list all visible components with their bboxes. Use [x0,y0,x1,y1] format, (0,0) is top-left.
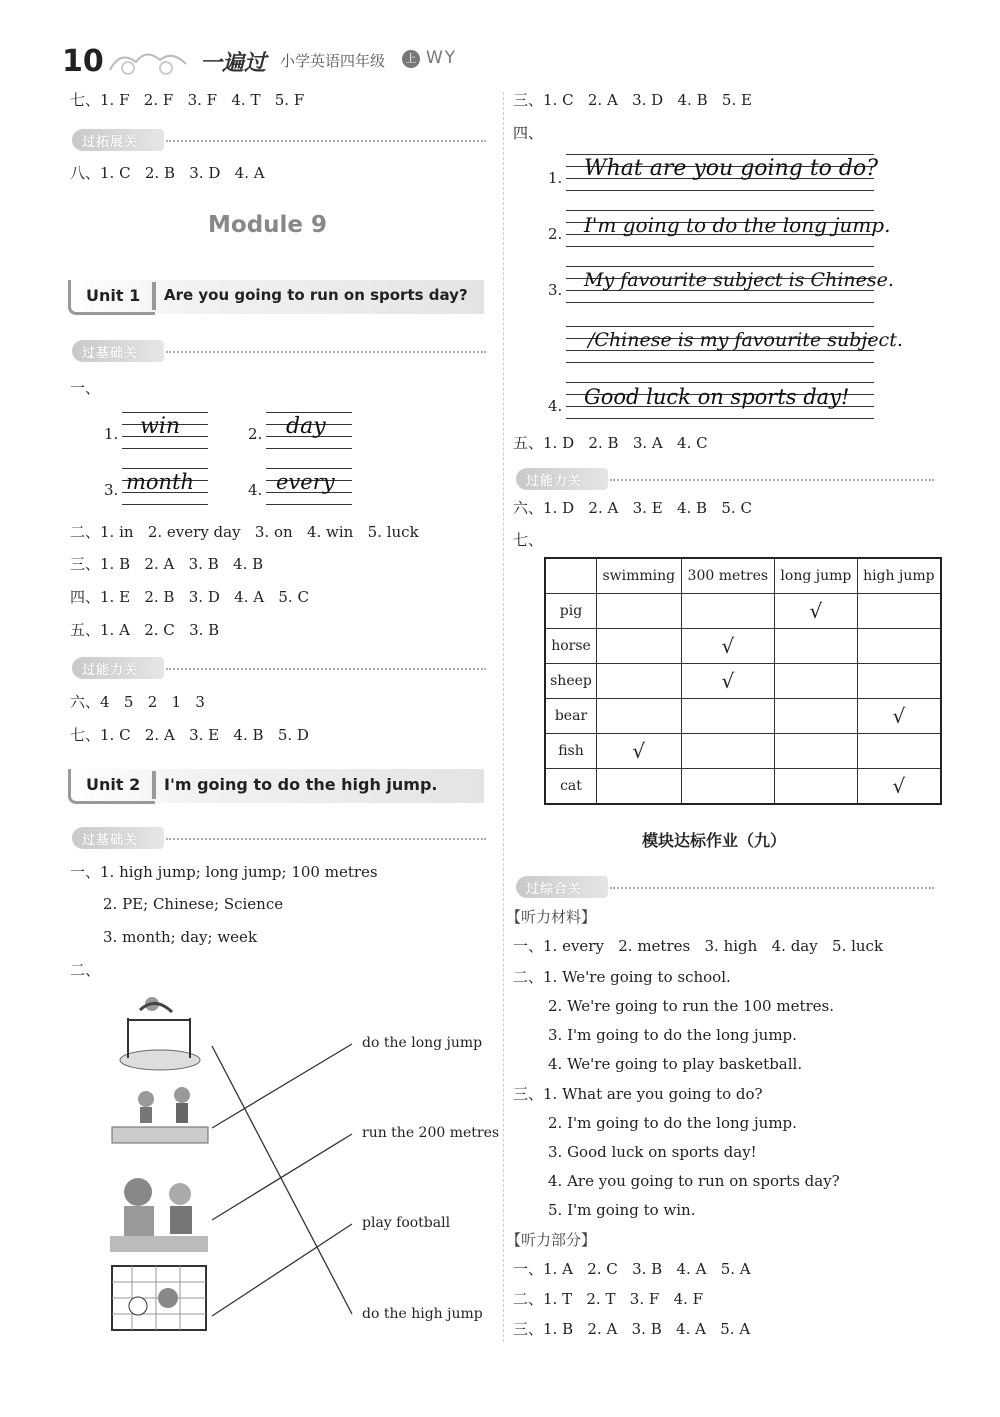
high-jump-illustration [110,988,210,1078]
answer-line: 3. Good luck on sports day! [548,1143,757,1161]
handwriting-line: /Chinese is my favourite subject. [548,324,874,368]
answer-line: 一、1. high jump; long jump; 100 metres [70,863,378,881]
table-row: sheep √ [545,664,941,699]
answer-line: 5. I'm going to win. [548,1201,696,1219]
handwriting-item: 3. month [104,466,214,510]
header-doodle [106,46,196,78]
unit-title: Are you going to run on sports day? [164,286,468,304]
edition: WY [426,48,458,68]
sports-table [544,557,942,805]
section-tag: 过综合关 [516,876,608,898]
handwriting-line: 2. I'm going to do the long jump. [548,208,874,252]
long-jump-illustration [108,1085,212,1151]
dotted-rule [610,479,934,481]
column-divider [503,92,504,1342]
grade-mark: 上 [402,50,420,68]
table-row: pig √ [545,594,941,629]
section-tag: 过基础关 [72,827,164,849]
matching-lines [210,1030,360,1330]
section-heading: 【听力材料】 [506,908,597,926]
handwriting-item: 4. every [248,466,358,510]
answer-line: 五、1. D 2. B 3. A 4. C [513,434,708,452]
unit-header [68,769,484,803]
answer-line: 三、1. B 2. A 3. B 4. B [70,555,264,573]
unit-label: Unit 2 [86,775,141,794]
table-header: long jump [775,558,858,594]
table-row: fish √ [545,734,941,769]
section-tag: 过基础关 [72,340,164,362]
answer-line: 六、1. D 2. A 3. E 4. B 5. C [513,499,752,517]
module-title: Module 9 [208,212,328,238]
section-number: 七、 [513,531,544,549]
answer-line: 二、1. We're going to school. [513,968,731,986]
answer-line: 八、1. C 2. B 3. D 4. A [70,164,265,182]
handwriting-line: 3. My favourite subject is Chinese. [548,264,874,308]
match-option: do the long jump [362,1035,483,1051]
section-heading: 【听力部分】 [506,1231,597,1249]
answer-line: 四、1. E 2. B 3. D 4. A 5. C [70,588,309,606]
answer-line: 五、1. A 2. C 3. B [70,621,220,639]
table-header-row [545,558,941,594]
dotted-rule [166,140,486,142]
answer-line: 三、1. C 2. A 3. D 4. B 5. E [513,91,752,109]
handwriting-item: 2. day [248,410,358,454]
dotted-rule [610,887,934,889]
section-number: 二、 [70,961,101,979]
section-tag: 过拓展关 [72,129,164,151]
dotted-rule [166,838,486,840]
table-row: horse √ [545,629,941,664]
section-tag: 过能力关 [516,468,608,490]
answer-line: 2. I'm going to do the long jump. [548,1114,797,1132]
brand-logo: 一遍过 [200,51,267,76]
section-tag: 过能力关 [72,657,164,679]
answer-line: 六、4 5 2 1 3 [70,693,205,711]
answer-line: 2. We're going to run the 100 metres. [548,997,835,1015]
answer-line: 七、1. C 2. A 3. E 4. B 5. D [70,726,309,744]
answer-line: 三、1. What are you going to do? [513,1085,763,1103]
answer-line: 二、1. T 2. T 3. F 4. F [513,1290,704,1308]
handwriting-line: 4. Good luck on sports day! [548,380,874,424]
table-header: swimming [597,558,682,594]
running-illustration [106,1172,212,1256]
handwriting-line: 1. What are you going to do? [548,152,874,196]
table-header: high jump [857,558,941,594]
handwriting-item: 1. win [104,410,214,454]
section-number: 一、 [70,379,101,397]
answer-line: 3. I'm going to do the long jump. [548,1026,797,1044]
dotted-rule [166,351,486,353]
unit-label: Unit 1 [86,286,141,305]
match-option: run the 200 metres [362,1125,500,1141]
page-header [62,42,502,82]
unit-title: I'm going to do the high jump. [164,775,438,794]
match-option: do the high jump [362,1306,483,1322]
page-number: 10 [62,44,104,79]
football-illustration [108,1262,210,1338]
section-number: 四、 [513,124,544,142]
table-header: 300 metres [681,558,775,594]
header-subtitle: 小学英语四年级 [280,52,386,70]
unit-header [68,280,484,314]
answer-line: 4. We're going to play basketball. [548,1055,803,1073]
answer-line: 七、1. F 2. F 3. F 4. T 5. F [70,91,305,109]
match-option: play football [362,1215,451,1231]
answer-line: 一、1. every 2. metres 3. high 4. day 5. luck [513,937,884,955]
answer-line: 3. month; day; week [103,928,258,946]
dotted-rule [166,668,486,670]
table-row: bear √ [545,699,941,734]
module-work-title: 模块达标作业（九） [642,831,787,850]
answer-line: 三、1. B 2. A 3. B 4. A 5. A [513,1320,751,1338]
answer-line: 2. PE; Chinese; Science [103,895,284,913]
answer-line: 二、1. in 2. every day 3. on 4. win 5. luck [70,523,419,541]
answer-line: 4. Are you going to run on sports day? [548,1172,840,1190]
answer-line: 一、1. A 2. C 3. B 4. A 5. A [513,1260,751,1278]
table-row: cat √ [545,769,941,805]
